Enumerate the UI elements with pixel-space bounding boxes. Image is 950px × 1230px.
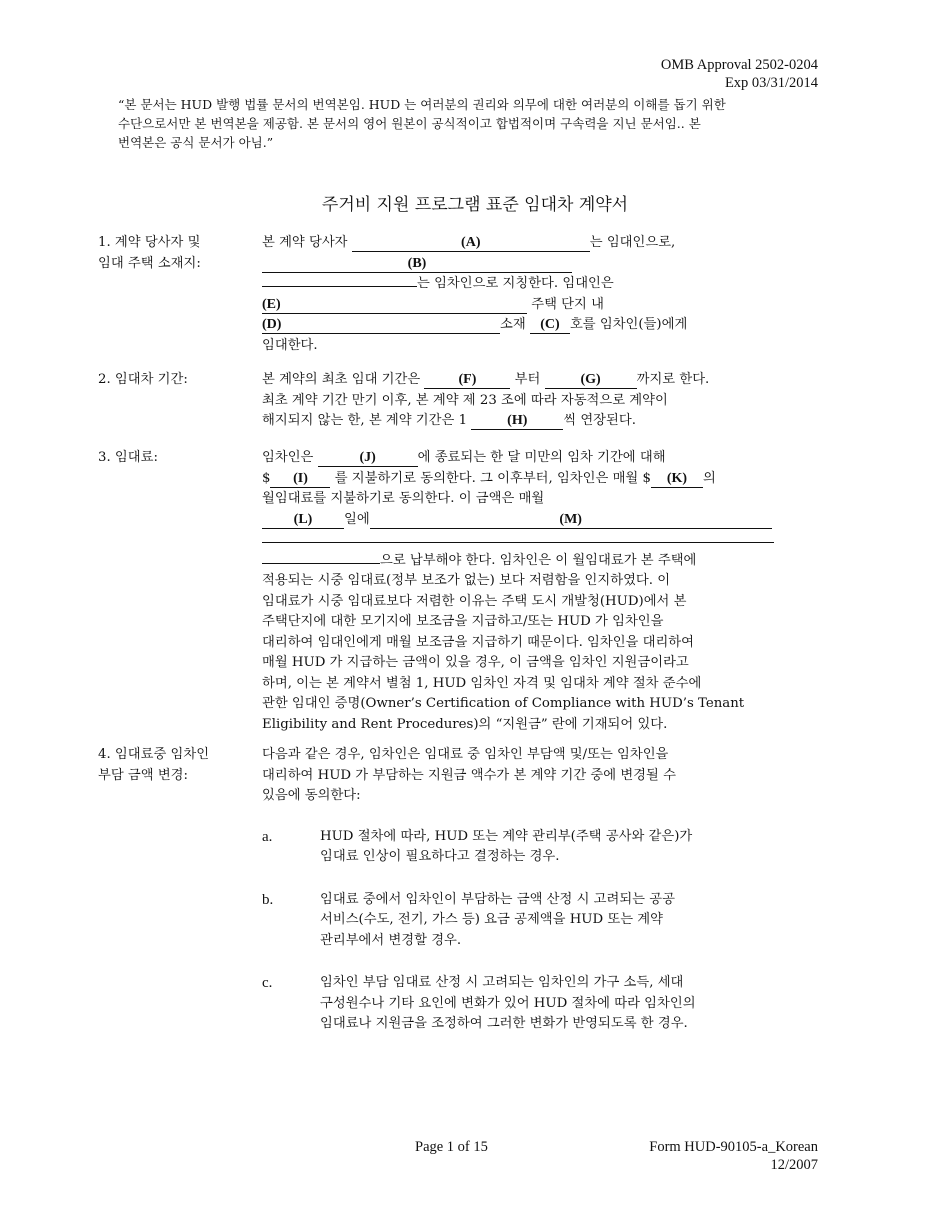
omb-expiration: Exp 03/31/2014 — [724, 75, 818, 91]
list-marker: b. — [262, 891, 274, 908]
section-label: 3. 임대료: — [98, 450, 158, 465]
page-number: Page 1 of 15 — [415, 1139, 488, 1155]
field-E[interactable]: (E) — [262, 297, 527, 314]
omb-approval — [661, 56, 818, 92]
list-marker: c. — [262, 975, 273, 991]
disclaimer-line: 번역본은 공식 문서가 아님.” — [118, 135, 274, 150]
document-title: 주거비 지원 프로그램 표준 임대차 계약서 — [321, 195, 629, 215]
field-J[interactable]: (J) — [318, 450, 418, 467]
field-H[interactable]: (H) — [471, 413, 563, 430]
field-M-end[interactable] — [262, 563, 380, 564]
field-F[interactable]: (F) — [424, 372, 510, 389]
field-I[interactable]: (I) — [270, 471, 330, 488]
field-M[interactable]: (M) — [370, 512, 772, 529]
section-label: 4. 임대료중 임차인 부담 금액 변경: — [98, 747, 210, 783]
field-B-continued[interactable] — [262, 286, 417, 287]
translation-disclaimer — [118, 95, 808, 152]
list-item: a. HUD 절차에 따라, HUD 또는 계약 관리부(주택 공사와 같은)가 임대료 인상이 필요하다고 결정하는 경우. — [262, 828, 693, 864]
field-B[interactable]: (B) — [262, 256, 572, 273]
list-item: b. 임대료 중에서 임차인이 부담하는 금액 산정 시 고려되는 공공 서비스(수도, 전기, 가스 등) 요금 공제액을 HUD 또는 계약 관리부에서 변경할 경우. — [262, 891, 675, 948]
section-label: 2. 임대차 기간: — [98, 372, 188, 387]
field-A[interactable]: (A) — [352, 235, 590, 252]
field-C[interactable]: (C) — [530, 317, 570, 334]
list-marker: a. — [262, 828, 273, 845]
field-L[interactable]: (L) — [262, 512, 344, 529]
disclaimer-line: “본 문서는 HUD 발행 법률 문서의 번역본임. HUD 는 여러분의 권리와 의무에 대한 여러분의 이해를 돕기 위한 — [118, 97, 726, 112]
field-D[interactable]: (D) — [262, 317, 500, 334]
section-rent-changes: 4. 임대료중 임차인 부담 금액 변경: 다음과 같은 경우, 임차인은 임대료 중 임차인 부담액 및/또는 임차인을 대리하여 HUD 가 부담하는 지원금 액수가 본 계약 기간 중에 변경될 수 있음에 동의한다: a. HUD 절차에 따라, HUD 또는 계약 관리부(주택 공사와 같은)가 임대료 인상이 필요하다고 결정하는 경우. b. 임대료 중에서 임차인이 부담하는 금액 산정 시 고려되는 공공 서비스(수도, 전기, 가스 등) 요금 공제액을 HUD 또는 계약 관리부에서 변경할 경우. c. 임차인 부담 임대료 산정 시 고려되는 임차인의 가구 소득, 세대 구성원수나 기타 요인에 변화가 있어 HUD 절차에 따라 임차인의 임대료나 지원금을 조정하여 그러한 변화가 반영되도록 한 경우. — [98, 745, 798, 1035]
form-id: Form HUD-90105-a_Korean 12/2007 — [649, 1139, 818, 1173]
field-G[interactable]: (G) — [545, 372, 637, 389]
disclaimer-line: 수단으로서만 본 번역본을 제공함. 본 문서의 영어 원본이 공식적이고 합법적이며 구속력을 지닌 문서임.. 본 — [118, 116, 701, 131]
section-rent: 3. 임대료: 임차인은 (J) 에 종료되는 한 달 미만의 임차 기간에 대해 $ (I) 를 지불하기로 동의한다. 그 이후부터, 임차인은 매월 $ (K) 의 월임대료를 지불하기로 동의한다. 이 금액은 매월 (L) 일에 (M) 으로 납부해야 한다. 임차인은 이 월임대료가 본 주택에 적용되는 시중 임대료(정부 보조가 없는) 보다 저렴함을 인지하였다. 이 임대료가 시중 임대료보다 저렴한 이유는 주택 도시 개발청(HUD)에서 본 주택단지에 대한 모기지에 보조금을 지급하고/또는 HUD 가 임차인을 대리하여 임대인에게 매월 보조금을 지급하기 때문이다. 임차인을 대리하여 매월 HUD 가 지급하는 금액이 있을 경우, 이 금액을 임차인 지원금이라고 하며, 이는 본 계약서 별첨 1, HUD 임차인 자격 및 임대차 계약 절차 준수에 관한 임대인 증명(Owner’s Certification of Compliance with HUD’s Tenant Eligibility and Rent Procedures)의 “지원금” 란에 기재되어 있다. — [98, 448, 798, 735]
list-item: c. 임차인 부담 임대료 산정 시 고려되는 임차인의 가구 소득, 세대 구성원수나 기타 요인에 변화가 있어 HUD 절차에 따라 임차인의 임대료나 지원금을 조정하여 그러한 변화가 반영되도록 한 경우. — [262, 975, 696, 1031]
field-K[interactable]: (K) — [651, 471, 703, 488]
field-M-continued[interactable] — [262, 542, 774, 543]
section-parties: 1. 계약 당사자 및 임대 주택 소재지: 본 계약 당사자 (A) 는 임대인으로, (B) 는 임차인으로 지칭한다. 임대인은 (E) 주택 단지 내 (D) 소재 (C) 호를 임차인(들)에게 임대한다. — [98, 235, 688, 353]
section-term: 2. 임대차 기간: 본 계약의 최초 임대 기간은 (F) 부터 (G) 까지로 한다. 최초 계약 기간 만기 이후, 본 계약 제 23 조에 따라 자동적으로 계약이 해지되지 않는 한, 본 계약 기간은 1 (H) 씩 연장된다. — [98, 372, 710, 428]
section-label: 1. 계약 당사자 및 임대 주택 소재지: — [98, 235, 201, 271]
omb-number: OMB Approval 2502-0204 — [660, 57, 818, 73]
